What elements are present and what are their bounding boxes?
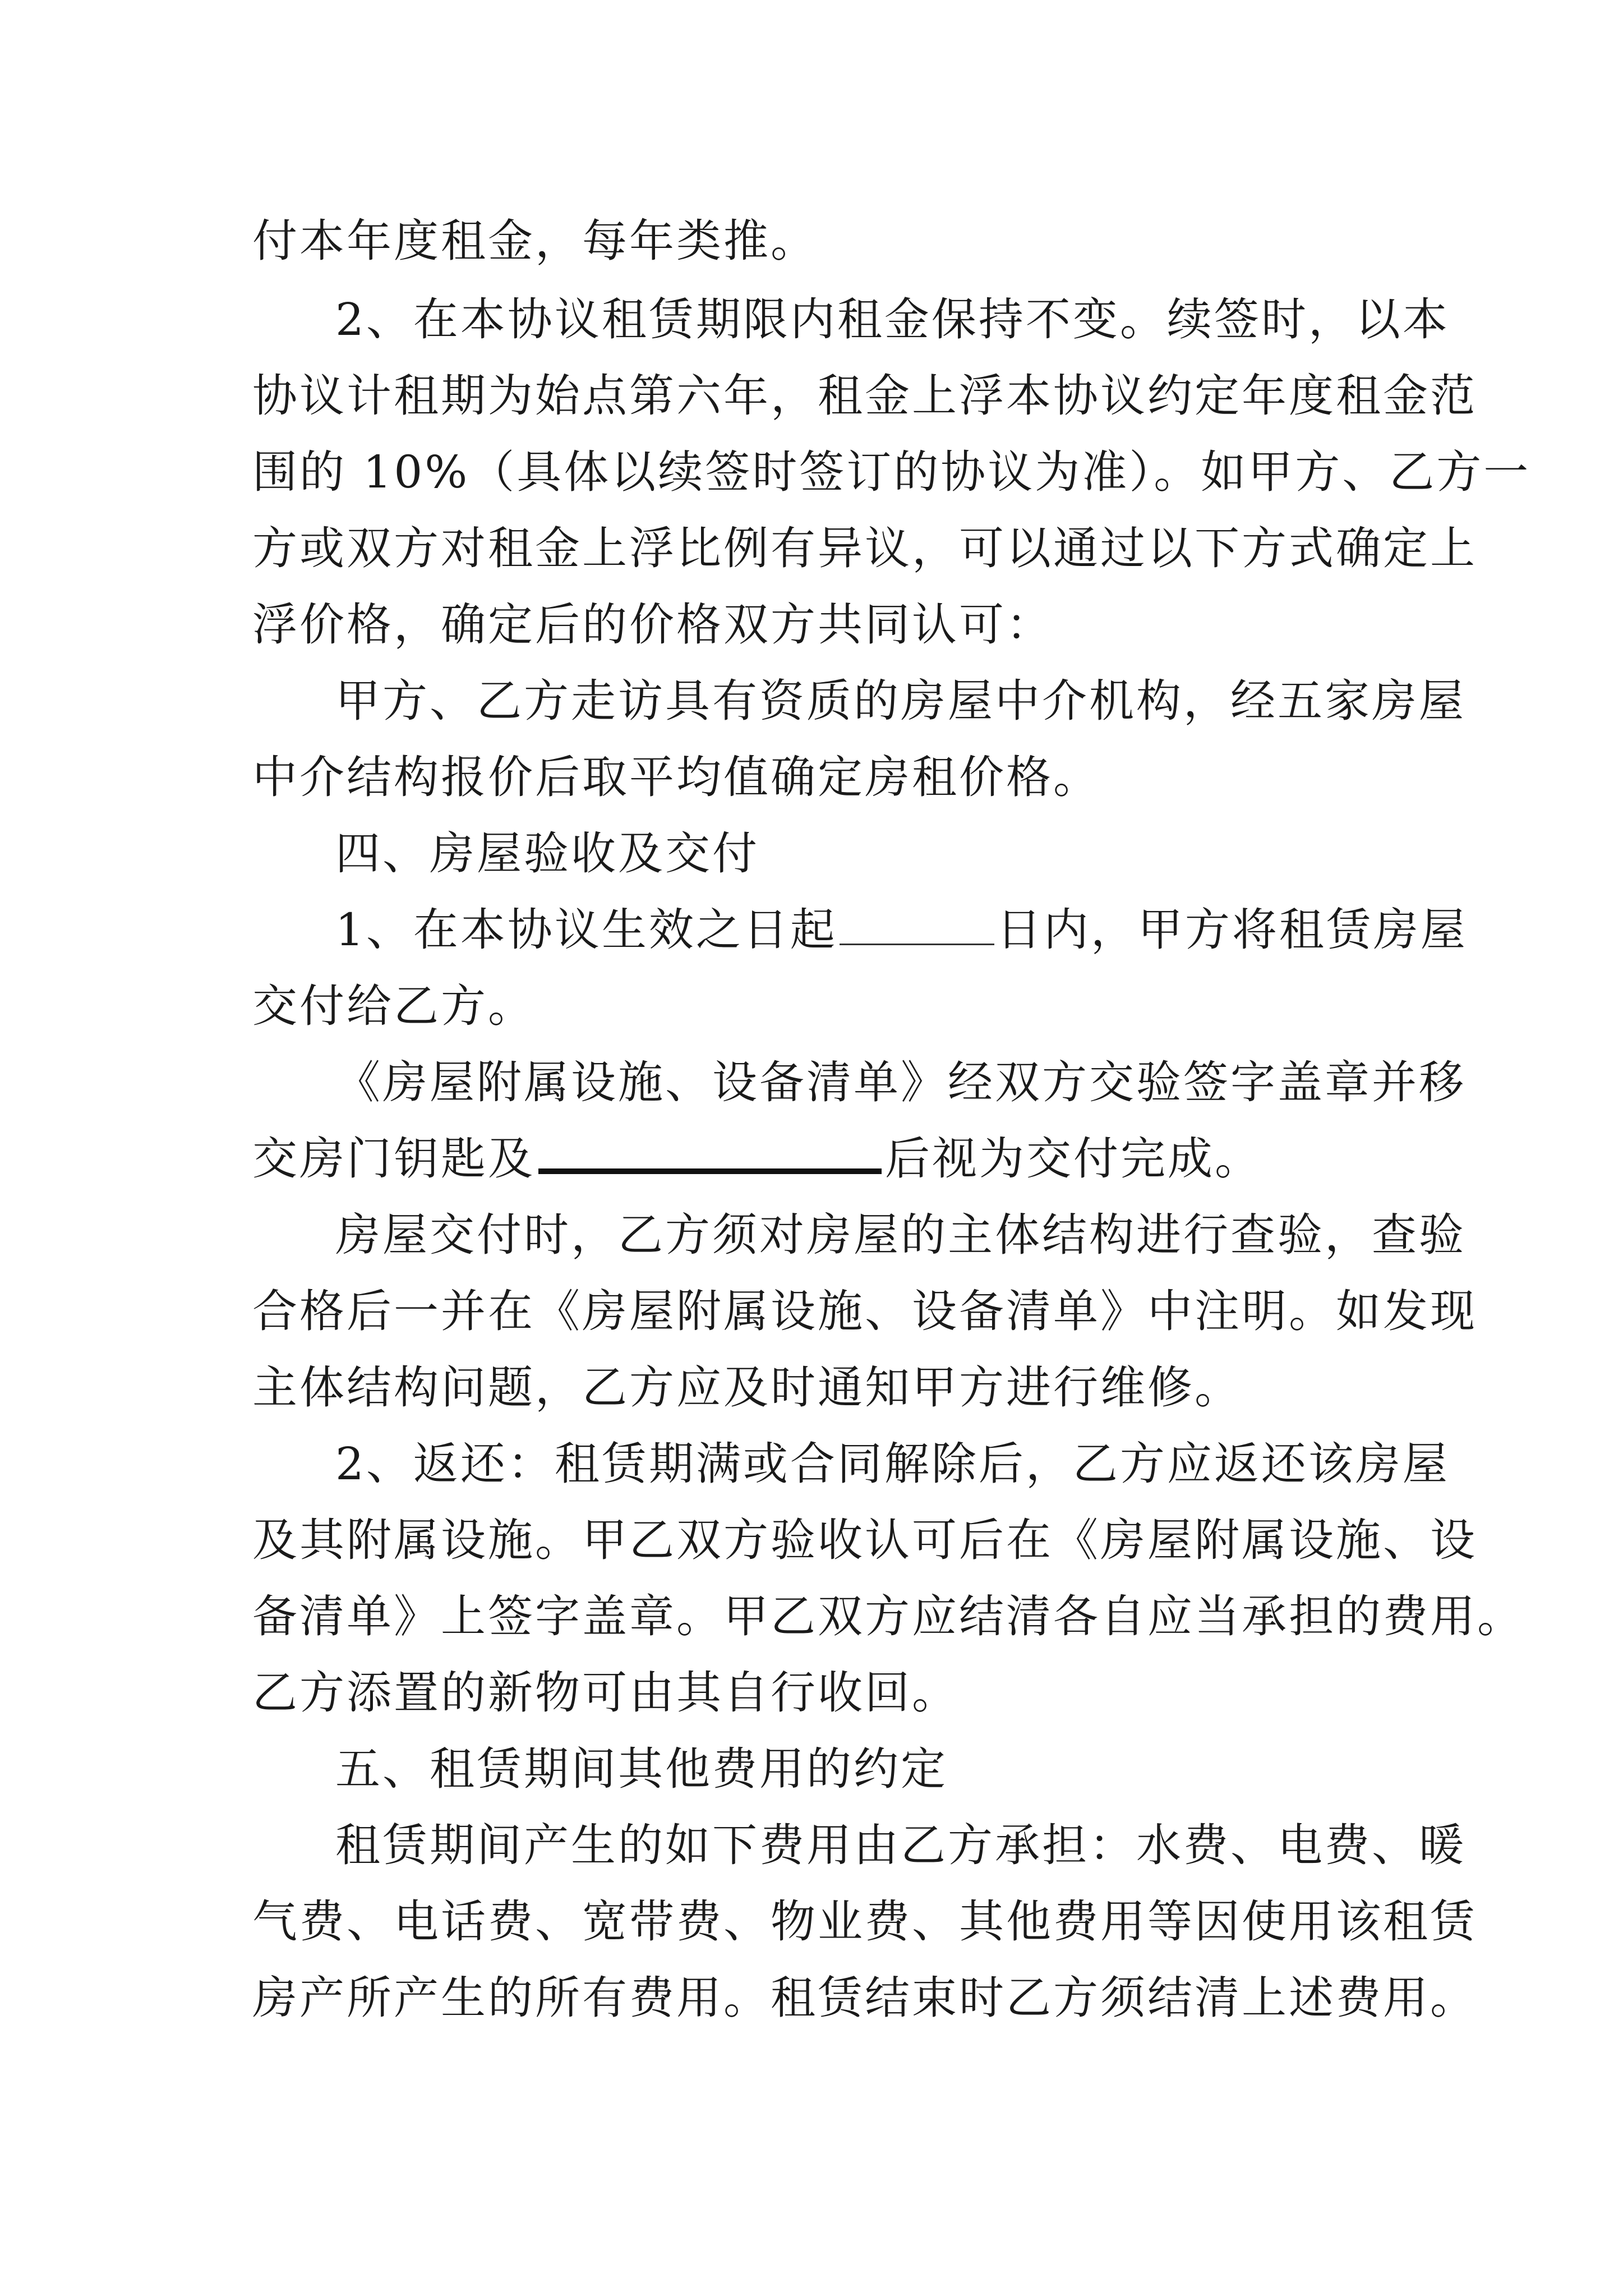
paragraph-line: 房产所产生的所有费用。租赁结束时乙方须结清上述费用。 — [252, 1972, 1477, 2024]
paragraph-line: 浮价格，确定后的价格双方共同认可： — [252, 599, 1053, 651]
paragraph-line: 房屋交付时，乙方须对房屋的主体结构进行查验，查验 — [335, 1209, 1466, 1261]
paragraph-line: 《房屋附属设施、设备清单》经双方交验签字盖章并移 — [335, 1056, 1466, 1108]
paragraph-line: 围的 10%（具体以续签时签订的协议为准）。如甲方、乙方一 — [252, 446, 1531, 498]
line-text: 日内，甲方将租赁房屋 — [996, 904, 1468, 956]
paragraph-line: 乙方添置的新物可由其自行收回。 — [252, 1667, 959, 1719]
paragraph-line: 协议计租期为始点第六年，租金上浮本协议约定年度租金范 — [252, 370, 1477, 422]
paragraph-line: 方或双方对租金上浮比例有异议，可以通过以下方式确定上 — [252, 522, 1477, 574]
paragraph-line — [252, 1131, 1262, 1187]
paragraph-line — [335, 902, 1468, 958]
line-text: 后视为交付完成。 — [885, 1133, 1262, 1185]
paragraph-line: 交付给乙方。 — [252, 980, 535, 1032]
paragraph-line: 2、返还：租赁期满或合同解除后，乙方应返还该房屋 — [335, 1438, 1450, 1490]
section-heading: 五、租赁期间其他费用的约定 — [335, 1743, 948, 1795]
blank-items-underline — [538, 1168, 882, 1174]
line-text: 交房门钥匙及 — [252, 1133, 535, 1185]
paragraph-line: 主体结构问题，乙方应及时通知甲方进行维修。 — [252, 1361, 1242, 1414]
blank-days-underline — [840, 944, 994, 945]
paragraph-line: 甲方、乙方走访具有资质的房屋中介机构，经五家房屋 — [335, 675, 1466, 727]
paragraph-line: 备清单》上签字盖章。甲乙双方应结清各自应当承担的费用。 — [252, 1590, 1524, 1642]
paragraph-line: 2、在本协议租赁期限内租金保持不变。续签时，以本 — [335, 293, 1450, 346]
paragraph-line: 中介结构报价后取平均值确定房租价格。 — [252, 751, 1100, 803]
paragraph-line: 气费、电话费、宽带费、物业费、其他费用等因使用该租赁 — [252, 1895, 1477, 1948]
paragraph-line: 付本年度租金，每年类推。 — [252, 215, 818, 267]
paragraph-line: 及其附属设施。甲乙双方验收认可后在《房屋附属设施、设 — [252, 1514, 1477, 1566]
paragraph-line: 合格后一并在《房屋附属设施、设备清单》中注明。如发现 — [252, 1285, 1477, 1337]
line-text: 1、在本协议生效之日起 — [335, 904, 837, 956]
section-heading: 四、房屋验收及交付 — [335, 827, 759, 880]
paragraph-line: 租赁期间产生的如下费用由乙方承担：水费、电费、暖 — [335, 1819, 1466, 1871]
